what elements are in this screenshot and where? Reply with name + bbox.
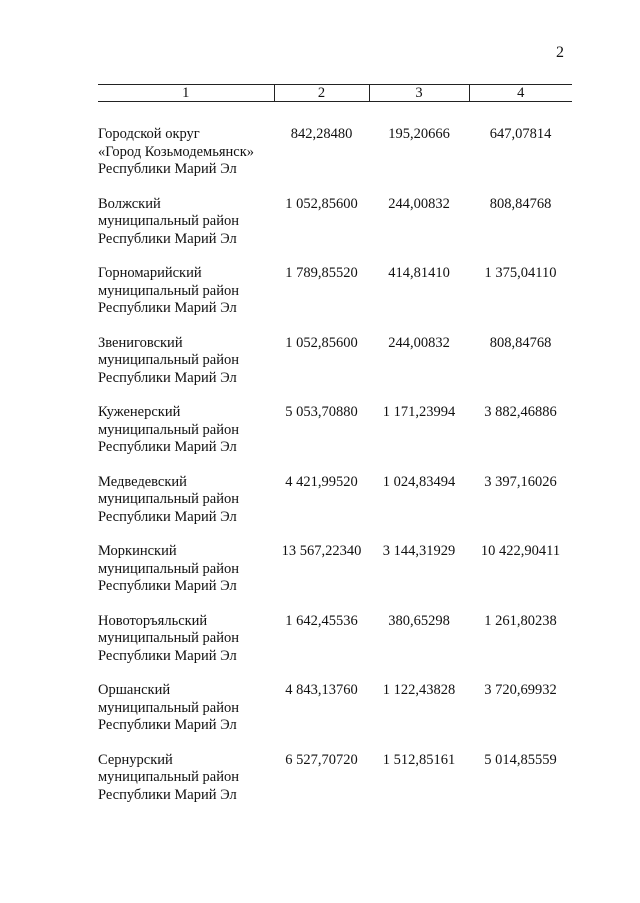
value-cell-col-3: 244,00832	[388, 195, 450, 212]
value-cell-col-2: 6 527,70720	[285, 751, 358, 768]
value-cell-col-3: 244,00832	[388, 334, 450, 351]
territory-name-line: Медведевский	[98, 473, 187, 490]
territory-name-line: муниципальный район	[98, 699, 239, 716]
territory-name-line: муниципальный район	[98, 630, 239, 646]
territory-name-cell	[98, 196, 274, 266]
column-header-3: 3	[369, 85, 469, 102]
territory-name-line: Республики Марий Эл	[98, 369, 237, 386]
value-cell-col-2: 1 789,85520	[285, 265, 358, 281]
value-cell-col-2: 4 421,99520	[285, 473, 358, 490]
territory-name-line: Республики Марий Эл	[98, 230, 237, 247]
territory-name-line: муниципальный район	[98, 421, 239, 438]
territory-name-line: Горномарийский	[98, 265, 202, 281]
territory-name-cell	[98, 474, 274, 544]
value-cell-col-3: 1 122,43828	[382, 682, 456, 698]
value-cell-col-3: 1 512,85161	[382, 751, 456, 768]
territory-name-line: Новоторъяльский	[98, 612, 208, 629]
territory-name-cell	[98, 265, 274, 335]
value-cell-col-2: 1 052,85600	[285, 195, 358, 212]
territory-name-cell	[98, 682, 274, 752]
data-table	[98, 84, 572, 821]
territory-name-line: муниципальный район	[98, 282, 239, 299]
page-number: 2	[556, 44, 564, 61]
value-cell-col-2: 1 642,45536	[285, 612, 358, 629]
value-cell-col-3: 1 171,23994	[382, 404, 456, 420]
table-row	[98, 196, 572, 266]
territory-name-cell	[98, 126, 274, 196]
table-body	[98, 102, 572, 822]
value-cell-col-3: 414,81410	[388, 265, 450, 281]
territory-name-line: Городской округ	[98, 126, 200, 142]
value-cell-col-3: 1 024,83494	[382, 473, 456, 490]
value-cell-col-4: 808,84768	[489, 195, 552, 212]
territory-name-line: муниципальный район	[98, 491, 239, 507]
territory-name-line: Республики Марий Эл	[98, 439, 237, 455]
value-cell-col-4: 647,07814	[489, 126, 552, 142]
table-header-row	[98, 85, 572, 102]
territory-name-line: Республики Марий Эл	[98, 578, 237, 594]
table-row	[98, 682, 572, 752]
value-cell-col-4: 808,84768	[489, 334, 552, 351]
territory-name-cell	[98, 752, 274, 822]
value-cell-col-4: 5 014,85559	[484, 751, 557, 768]
territory-name-line: Республики Марий Эл	[98, 786, 237, 803]
territory-name-line: Республики Марий Эл	[98, 647, 237, 664]
table-row	[98, 474, 572, 544]
header-spacer	[98, 102, 572, 127]
value-cell-col-2: 5 053,70880	[285, 404, 358, 420]
territory-name-cell	[98, 404, 274, 474]
value-cell-col-4: 1 261,80238	[484, 612, 557, 629]
territory-name-line: Республики Марий Эл	[98, 300, 237, 316]
territory-name-line: Моркинский	[98, 543, 177, 559]
territory-name-cell	[98, 613, 274, 683]
value-cell-col-2: 4 843,13760	[285, 682, 358, 698]
table-row	[98, 752, 572, 822]
table-row	[98, 126, 572, 196]
table-row	[98, 404, 572, 474]
column-header-4: 4	[469, 85, 572, 102]
territory-name-line: Куженерский	[98, 404, 181, 420]
table-row	[98, 265, 572, 335]
value-cell-col-2: 1 052,85600	[285, 334, 358, 351]
territory-name-line: Республики Марий Эл	[98, 717, 237, 733]
territory-name-line: Оршанский	[98, 682, 171, 698]
territory-name-line: муниципальный район	[98, 560, 239, 577]
value-cell-col-3: 195,20666	[388, 126, 450, 142]
value-cell-col-2: 13 567,22340	[281, 543, 362, 559]
territory-name-line: Звениговский	[98, 334, 183, 351]
column-header-2: 2	[274, 85, 369, 102]
table-row	[98, 335, 572, 405]
territory-name-cell	[98, 335, 274, 405]
value-cell-col-4: 3 882,46886	[484, 404, 557, 420]
value-cell-col-4: 10 422,90411	[480, 543, 561, 559]
value-cell-col-3: 380,65298	[388, 612, 450, 629]
table-row	[98, 613, 572, 683]
territory-name-line: муниципальный район	[98, 352, 239, 368]
territory-name-line: «Город Козьмодемьянск»	[98, 143, 255, 160]
value-cell-col-4: 3 720,69932	[484, 682, 557, 698]
value-cell-col-4: 3 397,16026	[484, 473, 557, 490]
territory-name-line: Волжский	[98, 195, 161, 212]
value-cell-col-2: 842,28480	[290, 126, 353, 142]
column-header-1: 1	[98, 85, 274, 102]
territory-name-line: Республики Марий Эл	[98, 161, 237, 177]
territory-name-line: Сернурский	[98, 751, 173, 768]
value-cell-col-4: 1 375,04110	[484, 265, 557, 281]
territory-name-cell	[98, 543, 274, 613]
value-cell-col-3: 3 144,31929	[382, 543, 456, 559]
territory-name-line: Республики Марий Эл	[98, 508, 237, 525]
table-row	[98, 543, 572, 613]
territory-name-line: муниципальный район	[98, 213, 239, 229]
territory-name-line: муниципальный район	[98, 769, 239, 785]
